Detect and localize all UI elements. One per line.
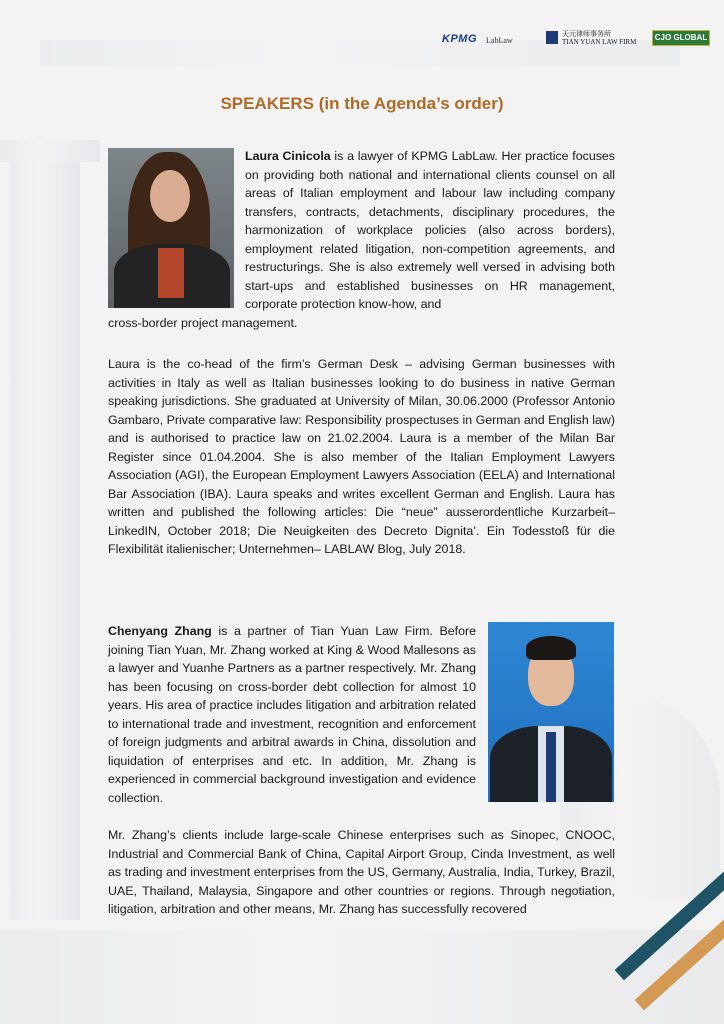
partner-logos xyxy=(438,30,708,50)
speaker-1-bio-tail: cross-border project management. xyxy=(108,316,298,330)
tianyuan-logo-cn: 天元律师事务所 xyxy=(562,30,611,38)
tianyuan-logo-icon xyxy=(546,31,558,44)
tianyuan-logo xyxy=(562,30,636,46)
speaker-1-bio-intro: Laura Cinicola is a lawyer of KPMG LabLaw. Her practice focuses on providing both national and international clients counsel on all areas of Italian employment and labour law including company transfers, contracts, detachments, disciplinary procedures, the harmonization of workplace policies (also across borders), employment related litigation, non-competition agreements, and restructurings. She is also extremely well versed in advising both start-ups and established businesses on HR management, corporate protection know-how, and xyxy=(245,149,615,311)
speaker-photo-laura xyxy=(108,148,234,308)
tianyuan-logo-en: TIAN YUAN LAW FIRM xyxy=(562,38,637,46)
speaker-1-bio-detail: Laura is the co-head of the firm’s German Desk – advising German businesses with activities in Italy as well as Italian businesses looking to do business in native German speaking jurisdictions. She graduated at University of Milan, 30.06.2000 (Professor Antonio Gambaro, Private comparative law: Responsibility prospectuses in German and English law) and is authorised to practice law on 21.02.2004. Laura is a member of the Milan Bar Register since 01.04.2004. She is also member of the Italian Employment Lawyers Association (AGI), the European Employment Lawyers Association (EELA) and International Bar Association (IBA). Laura speaks and writes excellent German and English. Laura has written and published the following articles: Die “neue” ausserordentliche Kurzarbeit– LinkedIN, October 2018; Die Neuigkeiten des Decreto Dignita’. Ein Todesstoß für die Flexibilität italienischer; Unternehmen– LABLAW Blog, July 2018. xyxy=(108,357,615,556)
speaker-2-name: Chenyang Zhang xyxy=(108,624,212,638)
lablaw-logo: LabLaw xyxy=(486,36,513,45)
page-title: SPEAKERS (in the Agenda’s order) xyxy=(220,94,504,113)
speaker-1-name: Laura Cinicola xyxy=(245,149,331,163)
speaker-photo-chenyang xyxy=(488,622,614,802)
cjo-global-logo: CJO GLOBAL xyxy=(652,30,710,46)
kpmg-logo: KPMG xyxy=(442,33,477,45)
speaker-2-bio-detail: Mr. Zhang’s clients include large-scale Chinese enterprises such as Sinopec, CNOOC, Industrial and Commercial Bank of China, Capital Airport Group, Cinda Investment, as well as trading and investment enterprises from the US, Germany, Australia, India, Turkey, Brazil, UAE, Thailand, Malaysia, Singapore and other countries or regions. Through negotiation, litigation, arbitration and other means, Mr. Zhang has successfully recovered xyxy=(108,828,615,916)
speaker-2-bio-intro: Chenyang Zhang is a partner of Tian Yuan Law Firm. Before joining Tian Yuan, Mr. Zhang worked at King & Wood Mallesons as a lawyer and Yuanhe Partners as a partner respectively. Mr. Zhang has been focusing on cross-border debt collection for almost 10 years. His area of practice includes litigation and arbitration related to international trade and investment, recognition and enforcement of foreign judgments and arbitral awards in China, dissolution and liquidation of enterprises and etc. In addition, Mr. Zhang is experienced in commercial background investigation and evidence collection. xyxy=(108,624,477,805)
